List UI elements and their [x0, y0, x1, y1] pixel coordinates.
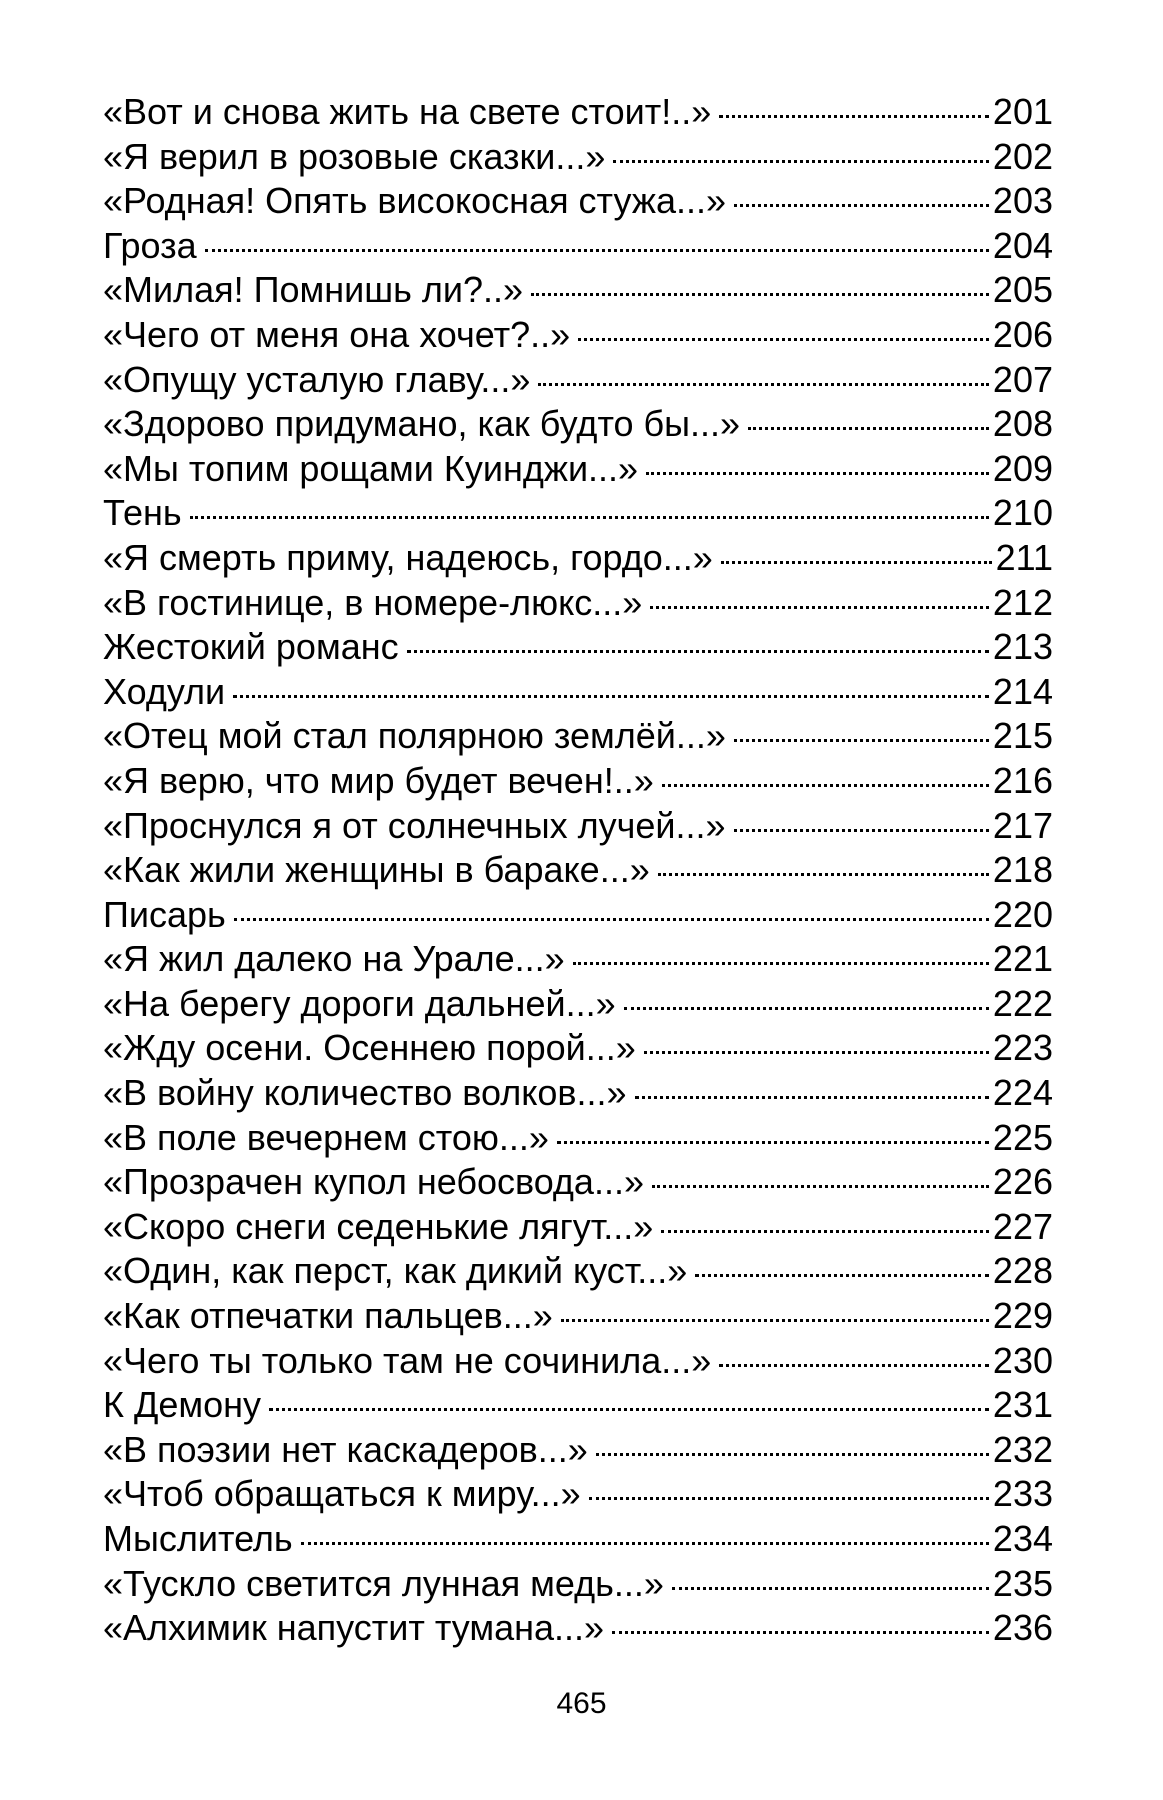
- dot-leader: [695, 1274, 989, 1277]
- toc-entry: [103, 1383, 1053, 1428]
- toc-entry-title: «Как жили женщины в бараке...»: [103, 849, 650, 891]
- toc-entry-page: 234: [992, 1518, 1053, 1559]
- toc-entry-page: 228: [992, 1250, 1053, 1292]
- toc-entry-title: «В поле вечернем стою...»: [103, 1116, 549, 1158]
- toc-entry-page: 217: [992, 804, 1053, 846]
- toc-entry-page: 212: [992, 581, 1053, 623]
- toc-entry-title: К Демону: [103, 1384, 262, 1426]
- toc-entry: [103, 1026, 1053, 1071]
- toc-entry-title: Тень: [103, 492, 182, 534]
- toc-entry: [103, 1071, 1053, 1116]
- toc-entry-page: 215: [992, 715, 1053, 757]
- toc-entry-title: Ходули: [103, 670, 226, 712]
- table-of-contents: [103, 90, 1053, 1651]
- toc-entry-page: 231: [992, 1384, 1053, 1426]
- toc-entry: [103, 1205, 1053, 1250]
- toc-entry: [103, 1428, 1053, 1473]
- toc-entry-title: Гроза: [103, 224, 197, 266]
- dot-leader: [531, 293, 989, 296]
- toc-entry: [103, 1160, 1053, 1205]
- toc-entry-title: «В гостинице, в номере-люкс...»: [103, 581, 643, 623]
- toc-entry-page: 207: [992, 358, 1053, 400]
- toc-entry: [103, 1517, 1053, 1562]
- toc-entry-page: 210: [992, 492, 1053, 534]
- toc-entry-title: «Алхимик напустит тумана...»: [103, 1607, 605, 1649]
- dot-leader: [652, 1185, 989, 1188]
- toc-entry-title: «Чтоб обращаться к миру...»: [103, 1473, 581, 1515]
- toc-entry: [103, 581, 1053, 626]
- dot-leader: [612, 1631, 989, 1634]
- toc-entry: [103, 135, 1053, 180]
- toc-entry-page: 232: [992, 1428, 1053, 1470]
- toc-entry: [103, 670, 1053, 715]
- dot-leader: [407, 650, 989, 653]
- toc-entry-page: 221: [992, 938, 1053, 980]
- toc-entry-title: «Родная! Опять високосная стужа...»: [103, 180, 726, 222]
- toc-entry-title: «Как отпечатки пальцев...»: [103, 1295, 553, 1337]
- toc-entry-title: «Я жил далеко на Урале...»: [103, 938, 565, 980]
- dot-leader: [301, 1542, 989, 1545]
- toc-entry-page: 226: [992, 1161, 1053, 1203]
- dot-leader: [646, 472, 989, 475]
- toc-entry-page: 218: [992, 849, 1053, 891]
- toc-entry-title: «Один, как перст, как дикий куст...»: [103, 1250, 688, 1292]
- dot-leader: [644, 1051, 989, 1054]
- toc-entry: [103, 1294, 1053, 1339]
- toc-entry-title: «Милая! Помнишь ли?..»: [103, 269, 524, 311]
- toc-entry-title: «Я смерть приму, надеюсь, гордо...»: [103, 536, 713, 578]
- toc-entry-title: «Здорово придумано, как будто бы...»: [103, 403, 741, 445]
- toc-entry: [103, 1116, 1053, 1161]
- toc-entry: [103, 179, 1053, 224]
- toc-entry-page: 202: [992, 135, 1053, 177]
- dot-leader: [662, 784, 989, 787]
- toc-entry-title: «Отец мой стал полярною землёй...»: [103, 715, 726, 757]
- toc-entry: [103, 402, 1053, 447]
- toc-entry: [103, 982, 1053, 1027]
- toc-entry: [103, 313, 1053, 358]
- toc-entry: [103, 90, 1053, 135]
- toc-entry-page: 220: [992, 893, 1053, 935]
- dot-leader: [624, 1007, 989, 1010]
- toc-entry: [103, 1562, 1053, 1607]
- toc-entry-page: 222: [992, 982, 1053, 1024]
- toc-entry-page: 227: [992, 1205, 1053, 1247]
- toc-entry: [103, 268, 1053, 313]
- toc-entry-title: «Мы топим рощами Куинджи...»: [103, 447, 639, 489]
- dot-leader: [573, 962, 989, 965]
- toc-entry: [103, 447, 1053, 492]
- dot-leader: [734, 829, 989, 832]
- dot-leader: [661, 1230, 989, 1233]
- toc-entry: [103, 937, 1053, 982]
- toc-entry-title: «Чего ты только там не сочинила...»: [103, 1339, 712, 1381]
- dot-leader: [748, 427, 989, 430]
- toc-entry-page: 235: [992, 1562, 1053, 1604]
- toc-entry-title: «На берегу дороги дальней...»: [103, 982, 616, 1024]
- toc-entry-page: 201: [992, 91, 1053, 132]
- toc-entry-title: «Я верил в розовые сказки...»: [103, 135, 606, 177]
- toc-entry: [103, 714, 1053, 759]
- dot-leader: [719, 115, 989, 118]
- toc-entry: [103, 1339, 1053, 1384]
- toc-entry-title: «Я верю, что мир будет вечен!..»: [103, 759, 654, 801]
- toc-entry: [103, 536, 1053, 581]
- dot-leader: [658, 873, 989, 876]
- dot-leader: [635, 1096, 989, 1099]
- page-number: 465: [556, 1687, 607, 1720]
- toc-entry-page: 214: [992, 670, 1053, 712]
- toc-entry-page: 230: [992, 1339, 1053, 1381]
- toc-entry-page: 211: [995, 536, 1053, 578]
- dot-leader: [719, 1364, 989, 1367]
- toc-entry-page: 204: [992, 224, 1053, 266]
- toc-entry: [103, 224, 1053, 269]
- toc-entry-page: 208: [992, 403, 1053, 445]
- toc-entry-title: «Проснулся я от солнечных лучей...»: [103, 804, 726, 846]
- dot-leader: [190, 516, 989, 519]
- toc-entry-page: 206: [992, 313, 1053, 355]
- toc-entry-title: «Тускло светится лунная медь...»: [103, 1562, 664, 1604]
- dot-leader: [650, 606, 989, 609]
- toc-entry-page: 223: [992, 1027, 1053, 1069]
- dot-leader: [734, 204, 989, 207]
- toc-entry-title: «Прозрачен купол небосвода...»: [103, 1161, 644, 1203]
- dot-leader: [205, 249, 989, 252]
- toc-entry-title: «Скоро снеги седенькие лягут...»: [103, 1205, 654, 1247]
- toc-entry-page: 233: [992, 1473, 1053, 1515]
- dot-leader: [596, 1453, 989, 1456]
- toc-entry: [103, 893, 1053, 938]
- dot-leader: [613, 160, 989, 163]
- toc-entry-page: 236: [992, 1607, 1053, 1649]
- dot-leader: [578, 338, 989, 341]
- toc-entry-page: 213: [992, 626, 1053, 668]
- toc-entry-page: 205: [992, 269, 1053, 311]
- toc-entry-title: «Вот и снова жить на свете стоит!..»: [103, 91, 712, 132]
- toc-entry-title: «В поэзии нет каскадеров...»: [103, 1428, 588, 1470]
- dot-leader: [557, 1141, 989, 1144]
- dot-leader: [234, 918, 989, 921]
- toc-entry: [103, 804, 1053, 849]
- toc-entry: [103, 848, 1053, 893]
- toc-entry: [103, 1606, 1053, 1651]
- toc-entry-page: 224: [992, 1072, 1053, 1114]
- toc-entry: [103, 1249, 1053, 1294]
- dot-leader: [589, 1497, 989, 1500]
- dot-leader: [561, 1319, 989, 1322]
- toc-entry-page: 229: [992, 1295, 1053, 1337]
- dot-leader: [233, 695, 989, 698]
- toc-entry-title: Писарь: [103, 893, 226, 935]
- dot-leader: [538, 383, 989, 386]
- toc-entry: [103, 491, 1053, 536]
- toc-entry-page: 225: [992, 1116, 1053, 1158]
- toc-entry-title: «Жду осени. Осеннею порой...»: [103, 1027, 636, 1069]
- toc-entry-page: 209: [992, 447, 1053, 489]
- toc-entry: [103, 358, 1053, 403]
- dot-leader: [269, 1408, 989, 1411]
- toc-entry: [103, 759, 1053, 804]
- dot-leader: [721, 561, 992, 564]
- toc-entry-title: Жестокий романс: [103, 626, 399, 668]
- dot-leader: [672, 1587, 989, 1590]
- toc-entry: [103, 1472, 1053, 1517]
- toc-entry-title: «Чего от меня она хочет?..»: [103, 313, 571, 355]
- toc-entry: [103, 625, 1053, 670]
- toc-entry-page: 216: [992, 759, 1053, 801]
- toc-entry-page: 203: [992, 180, 1053, 222]
- dot-leader: [734, 739, 989, 742]
- toc-entry-title: «Опущу усталую главу...»: [103, 358, 531, 400]
- toc-entry-title: «В войну количество волков...»: [103, 1072, 627, 1114]
- toc-entry-title: Мыслитель: [103, 1518, 293, 1559]
